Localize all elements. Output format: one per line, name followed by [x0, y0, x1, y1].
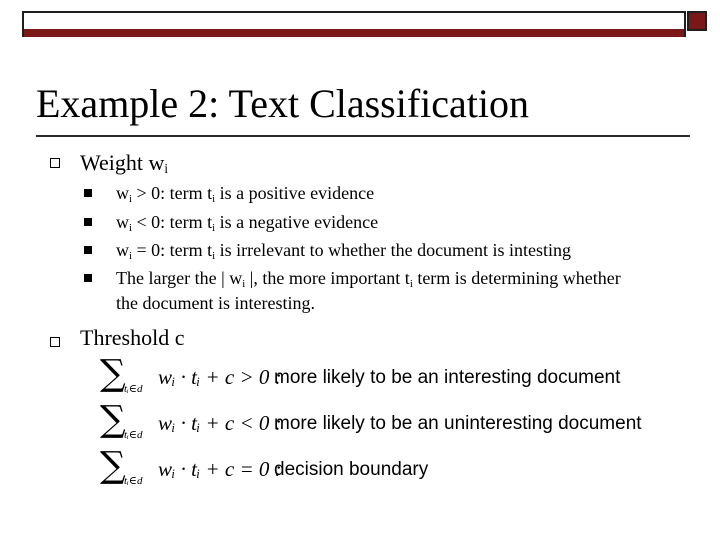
- subitem-text: is irrelevant to whether the document is intesting: [215, 240, 572, 260]
- formula-description: more likely to be an uninteresting document: [274, 413, 642, 434]
- subitem-sub: i: [409, 278, 413, 290]
- sigma-icon: ∑: [100, 353, 126, 394]
- subitem-text: w: [116, 183, 129, 203]
- sum-subscript: tᵢ∈d: [124, 475, 143, 487]
- subitem-text: w: [116, 212, 129, 232]
- sum-subscript: tᵢ∈d: [124, 429, 143, 441]
- subitem-text: is a negative evidence: [215, 212, 379, 232]
- sum-subscript: tᵢ∈d: [124, 383, 143, 395]
- subitem-text: w: [116, 240, 129, 260]
- formula-expression: wᵢ · tᵢ + c = 0 :: [158, 457, 282, 481]
- subitem-text: The larger the | w: [116, 268, 243, 288]
- subitem-text: is a positive evidence: [215, 183, 375, 203]
- subitem-sub: i: [212, 250, 216, 262]
- filled-square-bullet-icon: [84, 246, 92, 254]
- subitem-sub: i: [129, 193, 132, 205]
- bullet-weight: [80, 150, 168, 182]
- top-corner-square: [687, 11, 707, 31]
- formula-description: more likely to be an interesting document: [274, 367, 621, 388]
- formula-description: decision boundary: [274, 459, 429, 480]
- formula-expression: wᵢ · tᵢ + c > 0 :: [158, 365, 282, 389]
- slide-title: Example 2: Text Classification: [36, 81, 530, 126]
- subitem-irrelevant: [116, 239, 571, 267]
- title-divider: [36, 135, 690, 137]
- subitem-magnitude: [116, 267, 621, 295]
- subitem-positive: [116, 182, 374, 210]
- subitem-text: |, the more important t: [245, 268, 410, 288]
- bullet-weight-text: Weight w: [80, 150, 165, 175]
- formula-expression: wᵢ · tᵢ + c < 0 :: [158, 411, 282, 435]
- bullet-threshold: Threshold c: [80, 325, 185, 350]
- subitem-text: < 0: term t: [132, 212, 213, 232]
- subitem-sub: i: [129, 250, 132, 262]
- sigma-icon: ∑: [100, 399, 126, 440]
- sigma-icon: ∑: [100, 445, 126, 486]
- subitem-text: = 0: term t: [132, 240, 213, 260]
- filled-square-bullet-icon: [84, 274, 92, 282]
- bullet-weight-sub: i: [164, 161, 169, 176]
- hollow-square-bullet-icon: [50, 158, 60, 168]
- top-decorative-bar: [22, 11, 686, 37]
- filled-square-bullet-icon: [84, 218, 92, 226]
- subitem-sub: i: [212, 193, 216, 205]
- subitem-sub: i: [242, 278, 246, 290]
- top-accent-band: [24, 29, 684, 37]
- subitem-sub: i: [212, 222, 216, 234]
- hollow-square-bullet-icon: [50, 337, 60, 347]
- subitem-text: term is determining whether: [412, 268, 621, 288]
- subitem-negative: [116, 211, 378, 239]
- filled-square-bullet-icon: [84, 189, 92, 197]
- subitem-magnitude-line2: the document is interesting.: [116, 293, 315, 313]
- subitem-text: > 0: term t: [132, 183, 213, 203]
- subitem-sub: i: [129, 222, 132, 234]
